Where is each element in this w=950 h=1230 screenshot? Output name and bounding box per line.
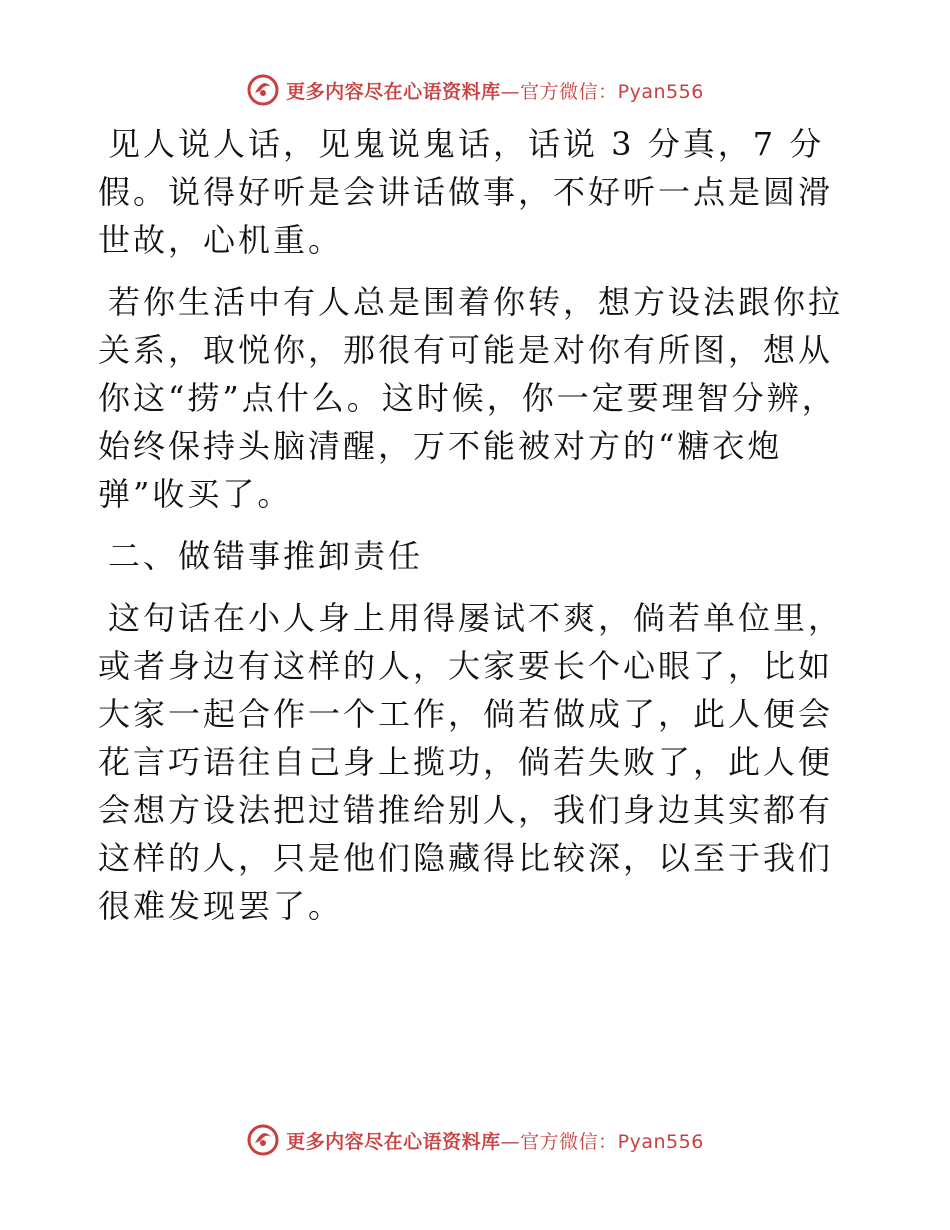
banner-suffix: 官方微信：Pyan556: [520, 80, 704, 103]
red-swirl-logo-icon: [246, 1123, 280, 1157]
paragraph-1: 见人说人话，见鬼说鬼话，话说 3 分真，7 分假。说得好听是会讲话做事，不好听一点是圆滑世故，心机重。: [98, 125, 834, 259]
header-banner: [0, 70, 950, 110]
banner-text: [286, 77, 704, 104]
banner-suffix: 官方微信：Pyan556: [520, 1130, 704, 1153]
banner-main-text: 更多内容尽在心语资料库: [286, 1130, 501, 1153]
paragraph-2: 若你生活中有人总是围着你转，想方设法跟你拉关系，取悦你，那很有可能是对你有所图，想从你这“捞”点什么。这时候，你一定要理智分辨，始终保持头脑清醒，万不能被对方的“糖衣炮弹”收买了。: [98, 283, 844, 513]
section-heading: 二、做错事推卸责任: [108, 537, 424, 575]
paragraph-3: 这句话在小人身上用得屡试不爽，倘若单位里，或者身边有这样的人，大家要长个心眼了，比如大家一起合作一个工作，倘若做成了，此人便会花言巧语往自己身上揽功，倘若失败了，此人便会想方设法把过错推给别人，我们身边其实都有这样的人，只是他们隐藏得比较深，以至于我们很难发现罢了。: [98, 599, 844, 925]
document-body: [98, 120, 858, 944]
banner-text: [286, 1127, 704, 1154]
banner-dash: —: [500, 1130, 521, 1153]
footer-banner: [0, 1120, 950, 1160]
banner-main-text: 更多内容尽在心语资料库: [286, 80, 501, 103]
banner-dash: —: [500, 80, 521, 103]
red-swirl-logo-icon: [246, 73, 280, 107]
